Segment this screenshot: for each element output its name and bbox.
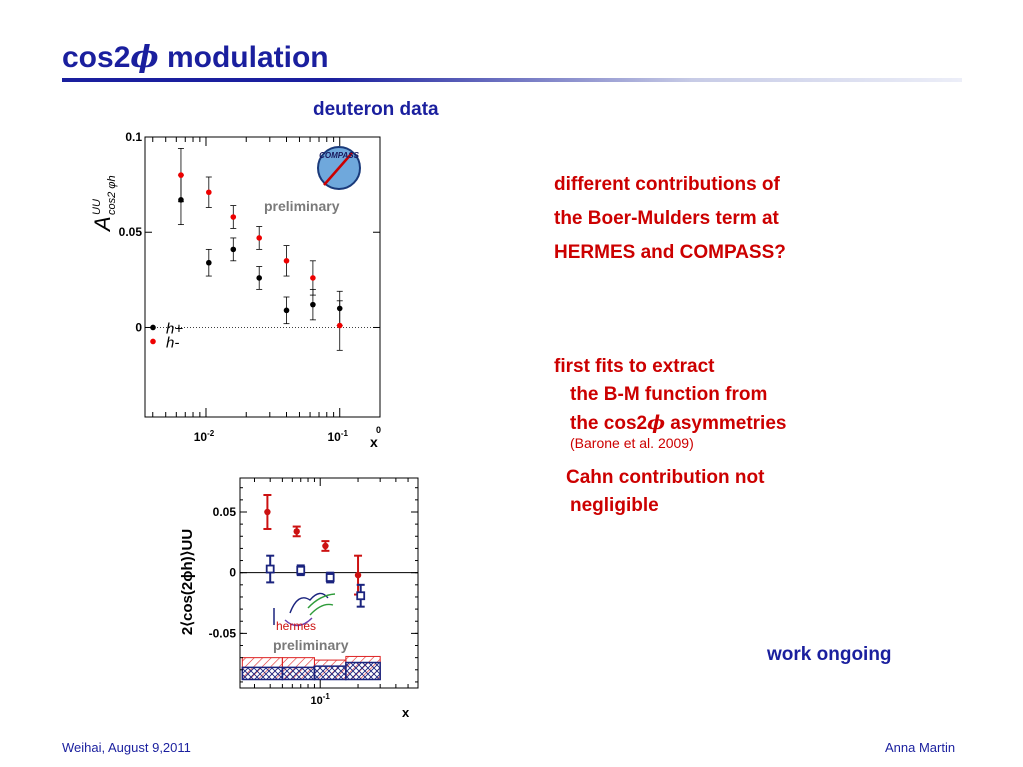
x-axis-label: x <box>402 705 410 720</box>
cahn-line: negligible <box>570 495 659 516</box>
data-point <box>284 308 290 314</box>
data-point <box>293 528 299 534</box>
sys-band-blue <box>314 666 345 679</box>
data-point <box>310 302 316 308</box>
data-point <box>310 275 316 281</box>
y-tick-label: 0.05 <box>118 225 142 240</box>
sys-band-blue <box>282 667 314 679</box>
y-tick-label: 0.05 <box>212 504 236 519</box>
work-ongoing: work ongoing <box>767 644 892 665</box>
data-point <box>355 572 361 578</box>
cahn-line: Cahn contribution not <box>566 467 765 488</box>
sys-band-blue <box>242 667 282 679</box>
slide-title: cos2ϕ modulation <box>62 40 329 75</box>
fits-text <box>554 353 786 438</box>
x-tick-label: $10^{-2}$ <box>193 429 215 444</box>
y-axis-label-sub: cos2 φh <box>106 175 118 215</box>
preliminary-label: preliminary <box>264 198 340 214</box>
sys-band-blue <box>346 663 380 680</box>
logo-text: hermes <box>276 619 317 633</box>
data-point <box>230 214 236 220</box>
preliminary-label: preliminary <box>273 637 349 653</box>
subtitle: deuteron data <box>313 99 439 120</box>
y-axis-label-A: A <box>90 216 115 231</box>
x-tick-label: $10^{-1}$ <box>310 692 330 707</box>
x-tick-label: $10^{-1}$ <box>327 429 348 444</box>
x-axis-label: x <box>370 434 378 450</box>
data-point <box>256 235 262 241</box>
legend-label: h- <box>166 334 180 352</box>
compass-logo <box>318 147 360 189</box>
logo-wing <box>290 593 328 613</box>
question-line: HERMES and COMPASS? <box>554 242 786 263</box>
legend-label: h+ <box>166 320 184 338</box>
footer-right: Anna Martin <box>885 740 956 755</box>
data-point <box>206 189 212 195</box>
data-point <box>297 567 304 574</box>
question-text <box>554 168 786 270</box>
logo-text: COMPASS <box>319 151 359 160</box>
fits-line: the cos2ϕ asymmetries <box>570 412 787 434</box>
hermes-logo <box>274 593 335 633</box>
data-point <box>322 543 328 549</box>
y-axis-label-sup: UU <box>91 199 103 215</box>
data-point <box>256 275 262 281</box>
fits-line: first fits to extract <box>554 356 715 377</box>
hermes-chart <box>170 470 430 725</box>
data-point <box>284 258 290 264</box>
data-point <box>178 172 184 178</box>
title-underline <box>62 78 962 82</box>
data-point <box>327 574 334 581</box>
data-point <box>267 566 274 573</box>
y-axis-label <box>90 175 118 233</box>
data-point <box>357 592 364 599</box>
y-tick-label: 0.1 <box>125 130 142 144</box>
data-point <box>230 247 236 253</box>
footer-left: Weihai, August 9,2011 <box>62 740 191 755</box>
y-tick-label: 0 <box>135 320 142 335</box>
data-point <box>264 509 270 515</box>
question-line: different contributions of <box>554 174 780 195</box>
axis-extra-label: 0 <box>376 425 382 435</box>
y-tick-label: -0.05 <box>208 626 236 641</box>
data-point <box>337 323 343 329</box>
question-line: the Boer-Mulders term at <box>554 208 779 229</box>
y-axis-label: 2⟨cos(2ϕh)⟩UU <box>179 528 196 636</box>
cahn-text <box>566 464 764 520</box>
legend-marker <box>150 339 156 345</box>
y-tick-label: 0 <box>229 565 236 580</box>
legend-marker <box>150 325 156 331</box>
fits-line: the B-M function from <box>570 384 768 405</box>
compass-chart <box>80 125 410 460</box>
citation: (Barone et al. 2009) <box>570 435 694 451</box>
data-point <box>206 260 212 266</box>
